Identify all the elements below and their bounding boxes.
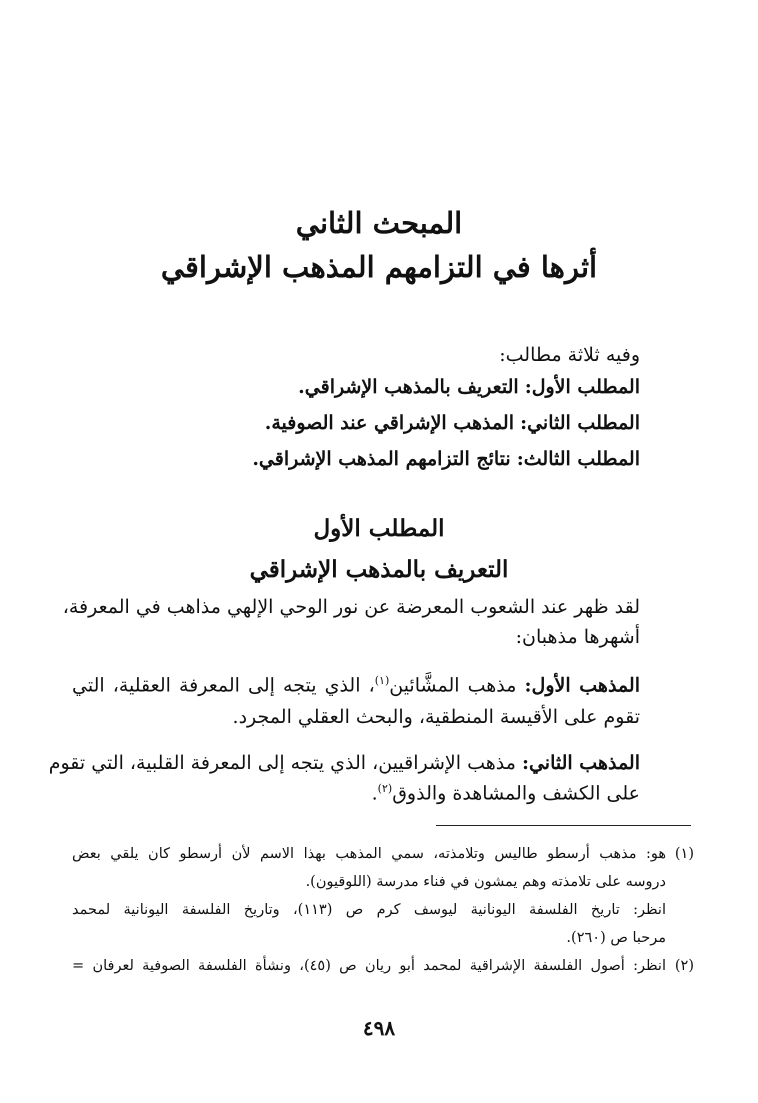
- intro-item-text: نتائج التزامهم المذهب الإشراقي.: [252, 448, 511, 470]
- paragraph-2-text-a: مذهب المشَّائين: [389, 674, 517, 697]
- chapter-subtitle: أثرها في التزامهم المذهب الإشراقي: [160, 250, 598, 284]
- footnote-2-line-1: انظر: أصول الفلسفة الإشراقية لمحمد أبو ريان ص (٤٥)، ونشأة الفلسفة الصوفية لعرفان =: [72, 958, 666, 974]
- chapter-title: المبحث الثاني: [295, 206, 463, 240]
- paragraph-3-line-1: [48, 752, 640, 774]
- paragraph-3-text-a: على الكشف والمشاهدة والذوق: [392, 782, 640, 805]
- paragraph-3-label: المذهب الثاني:: [521, 752, 640, 774]
- intro-item-3: [252, 448, 640, 470]
- intro-item-text: المذهب الإشراقي عند الصوفية.: [264, 412, 515, 434]
- footnote-1-line-1: هو: مذهب أرسطو طاليس وتلامذته، سمي المذهب بهذا الاسم لأن أرسطو كان يلقي بعض: [72, 846, 666, 862]
- footnote-2-number: (٢): [674, 958, 694, 974]
- paragraph-1-line-2: أشهرها مذهبان:: [515, 626, 640, 648]
- paragraph-3-line-2: [372, 782, 640, 804]
- footnote-ref-2[interactable]: (٢): [377, 782, 393, 795]
- paragraph-3-text: مذهب الإشراقيين، الذي يتجه إلى المعرفة القلبية، التي تقوم: [48, 752, 516, 774]
- footnote-1-number: (١): [674, 846, 694, 862]
- paragraph-2-text-b: ، الذي يتجه إلى المعرفة العقلية، التي: [72, 674, 375, 697]
- intro-item-label: المطلب الثالث:: [516, 448, 640, 470]
- intro-item-1: [298, 376, 640, 398]
- intro-item-label: المطلب الأول:: [524, 376, 640, 398]
- footnote-1-line-2: دروسه على تلامذته وهم يمشون في فناء مدرسة (اللوقيون).: [305, 874, 666, 890]
- footnote-1b-line-1: انظر: تاريخ الفلسفة اليونانية ليوسف كرم ص (١١٣)، وتاريخ الفلسفة اليونانية لمحمد: [72, 902, 666, 918]
- paragraph-2-line-1: [72, 674, 640, 696]
- footnote-1b-line-2: مرحبا ص (٢٦٠).: [566, 930, 666, 946]
- intro-item-label: المطلب الثاني:: [520, 412, 640, 434]
- intro-lead: وفيه ثلاثة مطالب:: [499, 344, 640, 366]
- intro-item-text: التعريف بالمذهب الإشراقي.: [298, 376, 519, 398]
- section-title: المطلب الأول: [313, 515, 445, 542]
- paragraph-2-label: المذهب الأول:: [524, 674, 640, 697]
- footnote-ref-1[interactable]: (١): [374, 674, 390, 687]
- intro-item-2: [265, 412, 640, 434]
- paragraph-3-text-b: .: [371, 782, 378, 805]
- paragraph-1-line-1: لقد ظهر عند الشعوب المعرضة عن نور الوحي الإلهي مذاهب في المعرفة،: [62, 596, 640, 618]
- section-subtitle: التعريف بالمذهب الإشراقي: [249, 556, 509, 583]
- page-number: ٤٩٨: [362, 1016, 396, 1040]
- paragraph-2-line-2: تقوم على الأقيسة المنطقية، والبحث العقلي المجرد.: [232, 706, 640, 728]
- footnote-separator: [436, 825, 691, 826]
